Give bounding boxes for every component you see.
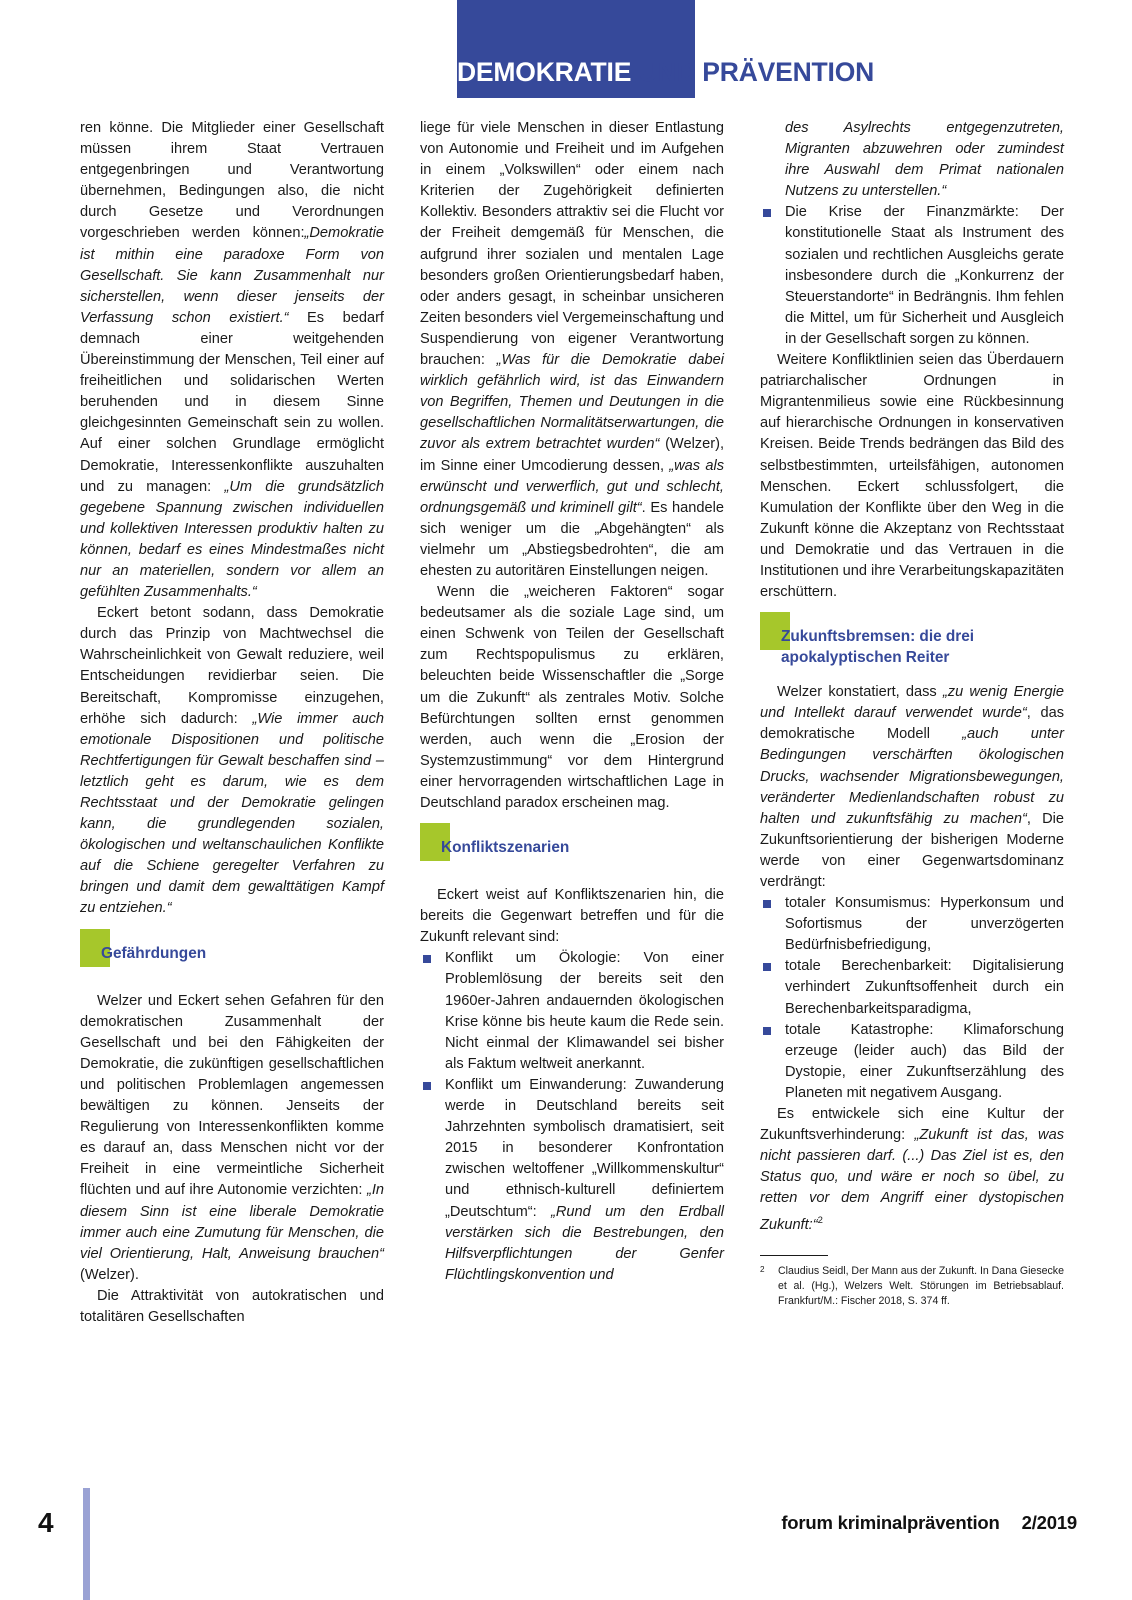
list-item-text: totale Berechenbarkeit: Digitalisierung verhindert Zukunftsoffenheit durch ein Berechenbarkeitsparadigma,	[785, 958, 1064, 1017]
paragraph-text: ren könne. Die Mitglieder einer Gesellschaft müssen ihrem Staat Vertrauen entgegenbringen und Verantwortung übernehmen, Bedingungen also, die nicht durch Gesetze und Verordnungen vorgeschrieben werden können:	[80, 120, 384, 242]
paragraph-text: Eckert weist auf Konfliktszenarien hin, die bereits die Gegenwart betreffen und für die Zukunft relevant sind:	[420, 887, 724, 946]
quote-text: „Was für die Demokratie dabei wirklich gefährlich wird, ist das Einwandern von Begriffen, Themen und Deutungen in die gesellschaftlichen Normalitätserwartungen, die zuvor als extrem betrachtet wurden“	[420, 352, 724, 453]
footnote-entry	[760, 1264, 1064, 1308]
list-item	[760, 1020, 1064, 1104]
paragraph	[420, 118, 724, 582]
paragraph	[80, 1286, 384, 1328]
page-footer	[0, 1470, 1132, 1600]
list-item	[760, 956, 1064, 1019]
footnote-number: 2	[760, 1265, 765, 1275]
paragraph	[80, 603, 384, 919]
text-column-1	[80, 118, 384, 1328]
bullet-square-icon	[423, 955, 431, 963]
footnote-text: Claudius Seidl, Der Mann aus der Zukunft. In Dana Giesecke et al. (Hg.), Welzers Welt. Störungen im Betriebsablauf. Frankfurt/M.: Fischer 2018, S. 374 ff.	[778, 1265, 1064, 1307]
bullet-square-icon	[763, 209, 771, 217]
paragraph-text: Weitere Konfliktlinien seien das Überdauern patriarchalischer Ordnungen in Migrantenmilieus sowie eine Rückbesinnung auf hierarchische Ordnungen in konservativen Kreisen. Beide Trends bedrängen das Bild des selbstbestimmten, urteilsfähigen, autonomen Menschen. Eckert schlussfolgert, die Kumulation der Konflikte über den Weg in die Zukunft könne die Akzeptanz von Rechtsstaat und Demokratie und das Vertrauen in die Institutionen und ihre Verarbeitungskapazitäten erschüttern.	[760, 352, 1064, 601]
bullet-square-icon	[763, 1027, 771, 1035]
paragraph	[80, 118, 384, 603]
list-item	[760, 893, 1064, 956]
footnote-divider	[760, 1255, 828, 1256]
section-heading-konfliktszenarien	[420, 837, 724, 871]
list-item-continuation	[760, 118, 1064, 202]
publication-name: forum kriminalprävention	[781, 1512, 1000, 1533]
list-item-text: Konflikt um Ökologie: Von einer Problemlösung der bereits seit den 1960er-Jahren andauernden ökologischen Krise könne bis heute kaum die Rede sein. Nicht einmal der Klimawandel sei bisher als Faktum weltweit anerkannt.	[445, 950, 724, 1072]
page-number: 4	[38, 1507, 54, 1538]
paragraph-text: Eckert betont sodann, dass Demokratie durch das Prinzip von Machtwechsel die Wahrscheinlichkeit von Gewalt reduziere, weil Entscheidungen revidierbar seien. Die Bereitschaft, Kompromisse einzugehen, erhöhe sich dadurch:	[80, 605, 384, 727]
paragraph	[760, 1104, 1064, 1235]
footnotes-section	[760, 1255, 1064, 1308]
paragraph-text: . Es handele sich weniger um die „Abgehängten“ als vielmehr um „Abstiegsbedrohten“, die am ehesten zu autoritären Einstellungen neigen.	[420, 499, 724, 579]
page-header	[0, 0, 1132, 110]
bullet-square-icon	[763, 963, 771, 971]
paragraph-text: Welzer und Eckert sehen Gefahren für den demokratischen Zusammenhalt der Gesellschaft und bei den Fähigkeiten der Demokratie, die zukünftigen gesellschaftlichen und politischen Problemlagen angemessen bewältigen zu können. Jenseits der Regulierung von Interessenkonflikten komme es darauf an, dass Menschen nicht vor der Freiheit in eine vermeintliche Sicherheit flüchten und auf ihre Autonomie verzichten:	[80, 992, 384, 1199]
paragraph-text: Es bedarf demnach einer weitgehenden Übereinstimmung der Menschen, Teil einer auf freiheitlichen und solidarischen Werten beruhenden und in diesem Sinne gleichgesinnten Gemeinschaft sein zu wollen. Auf einer solchen Grundlage ermöglicht Demokratie, Interessenkonflikte auszuhalten und zu managen:	[80, 309, 384, 495]
section-heading-label: Zukunftsbremsen: die drei apokalyptischen Reiter	[781, 628, 975, 667]
paragraph	[80, 991, 384, 1286]
quote-text: „auch unter Bedingungen verschärften ökologischen Drucks, wachsender Migrationsbewegungen, veränderter Medienlandschaften robust zu halten und zukunftsfähig zu machen“	[760, 726, 1064, 827]
quote-text: „Wie immer auch emotionale Dispositionen und politische Rechtfertigungen für Gewalt beschaffen sind – letztlich geht es darum, wie es dem Rechtsstaat und der Demokratie gelingen kann, die grundlegenden sozialen, ökologischen und weltanschaulichen Konflikte auf die Schiene geregelter Verfahren zu bringen und damit dem gewalttätigen Kampf zu entziehen.“	[80, 710, 384, 917]
issue-number: 2/2019	[1021, 1512, 1077, 1533]
paragraph-text: Welzer konstatiert, dass	[777, 684, 943, 701]
paragraph-text: liege für viele Menschen in dieser Entlastung von Autonomie und Freiheit und im Aufgehen in einem „Volkswillen“ oder einem nach Kriterien der Zugehörigkeit definierten Kollektiv. Besonders attraktiv sei die Flucht vor der Freiheit demgemäß für Menschen, die aufgrund ihrer sozialen und mentalen Lage besonders großen Orientierungsbedarf haben, oder anders gesagt, in scheinbar unsicheren Zeiten besonders viel Vergemeinschaftung und Suspendierung von eigener Verantwortung brauchen:	[420, 120, 724, 369]
list-item-text: totaler Konsumismus: Hyperkonsum und Sofortismus der unverzögerten Bedürfnisbefriedigung,	[785, 895, 1064, 954]
paragraph-text: , das demokratische Modell	[760, 705, 1064, 743]
bullet-square-icon	[423, 1082, 431, 1090]
section-heading-label: Gefährdungen	[101, 944, 207, 962]
paragraph	[760, 350, 1064, 603]
paragraph-text: , Die Zukunftsorientierung der bisherigen Moderne werde von einer Gegenwartsdominanz verdrängt:	[760, 810, 1064, 890]
list-item-text: Die Krise der Finanzmärkte: Der konstitutionelle Staat als Instrument des sozialen und rechtlichen Ausgleichs gerate insbesondere durch die „Konkurrenz der Steuerstandorte“ in Bedrängnis. Ihm fehlen die Mittel, um für Sicherheit und Ausgleich in der Gesellschaft sorgen zu können.	[785, 204, 1064, 347]
footnote-reference: 2	[817, 1214, 823, 1226]
list-item	[420, 948, 724, 1075]
page-title	[457, 56, 1077, 88]
text-column-3	[760, 118, 1064, 1308]
bullet-square-icon	[763, 900, 771, 908]
paragraph-text: Wenn die „weicheren Faktoren“ sogar bedeutsamer als die soziale Lage sind, um einen Schwenk von Teilen der Gesellschaft zum Rechtspopulismus zu erklären, beleuchten beide Wissenschaftler die „Sorge um die Zukunft“ als zentrales Motiv. Solche Befürchtungen sollten ernst genommen werden, auch wenn die „Erosion der Systemzustimmung“ vor dem Hintergrund einer hervorragenden wirtschaftlichen Lage in Deutschland paradox erscheinen mag.	[420, 584, 724, 811]
quote-text: „In diesem Sinn ist eine liberale Demokratie immer auch eine Zumutung für Menschen, die viel Orientierung, Halt, Anweisung brauchen“	[80, 1182, 384, 1262]
section-heading-label: Konfliktszenarien	[441, 839, 570, 857]
paragraph-text: (Welzer), im Sinne einer Umcodierung dessen,	[420, 436, 724, 474]
section-heading-gefaehrdungen	[80, 943, 384, 977]
article-body	[0, 118, 1132, 1458]
paragraph	[420, 582, 724, 814]
section-heading-zukunftsbremsen	[760, 626, 1064, 668]
page-title-rest: UND PRÄVENTION	[631, 57, 875, 87]
page-title-highlight: DEMOKRATIE	[457, 57, 632, 87]
quote-text: des Asylrechts entgegenzutreten, Migranten abzuwehren oder zumindest ihre Auswahl dem Primat nationalen Nutzens zu unterstellen.“	[785, 120, 1064, 200]
quote-text: „Zukunft ist das, was nicht passieren darf. (...) Das Ziel ist es, den Status quo, und wäre er noch so übel, zu retten vor dem Angriff einer dystopischen Zukunft:“	[760, 1127, 1064, 1233]
publication-info	[781, 1512, 1077, 1534]
bullet-list-zukunftsbremsen	[760, 893, 1064, 1104]
list-item	[760, 202, 1064, 350]
paragraph	[760, 682, 1064, 893]
paragraph-text: (Welzer).	[80, 1266, 139, 1283]
paragraph	[420, 885, 724, 948]
quote-text: „Um die grundsätzlich gegebene Spannung zwischen individuellen und kollektiven Interessen produktiv halten zu können, bedarf es eines Mindestmaßes nicht nur an materiellen, sondern vor allem an gefühlten Zusammenhalts.“	[80, 478, 384, 601]
list-item-text: totale Katastrophe: Klimaforschung erzeuge (leider auch) das Bild der Dystopie, einer Zukunftserzählung des Planeten mit negativem Ausgang.	[785, 1021, 1064, 1101]
quote-text: „Demokratie ist mithin eine paradoxe Form von Gesellschaft. Sie kann Zusammenhalt nur sicherstellen, wenn dieser jenseits der Verfassung schon existiert.“	[80, 225, 384, 326]
paragraph-text: Die Attraktivität von autokratischen und totalitären Gesellschaften	[80, 1287, 384, 1325]
quote-text: „Rund um den Erdball verstärken sich die Bestrebungen, den Hilfsverpflichtungen der Genfer Flüchtlingskonvention und	[445, 1203, 724, 1283]
bullet-list-konfliktszenarien	[420, 948, 724, 1286]
quote-text: „zu wenig Energie und Intellekt darauf verwendet wurde“	[760, 684, 1064, 722]
list-item	[420, 1075, 724, 1286]
list-item-text: Konflikt um Einwanderung: Zuwanderung werde in Deutschland bereits seit Jahrzehnten symbolisch dramatisiert, seit 2015 in besonderer Konfrontation zwischen weltoffener „Willkommenskultur“ und ethnisch-kulturell definiertem „Deutschtum“:	[445, 1076, 724, 1220]
bullet-list-continued	[760, 118, 1064, 350]
quote-text: „was als erwünscht und verwerflich, gut und schlecht, ordnungsgemäß und kriminell gilt“	[420, 457, 724, 516]
folio-accent-bar	[83, 1488, 90, 1600]
text-column-2	[420, 118, 724, 1286]
paragraph-text: Es entwickele sich eine Kultur der Zukunftsverhinderung:	[760, 1106, 1064, 1144]
